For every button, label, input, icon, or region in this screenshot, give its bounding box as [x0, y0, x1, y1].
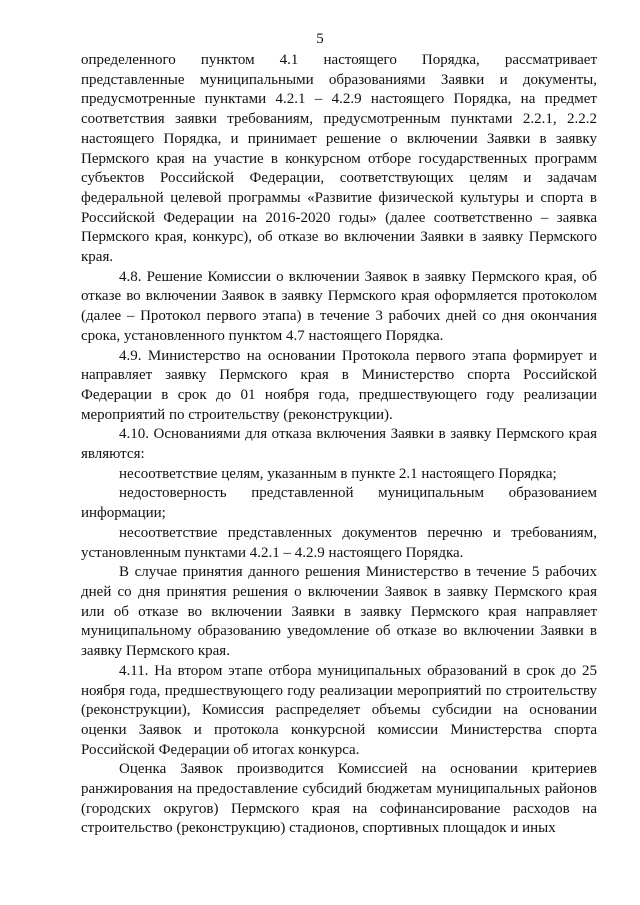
paragraph-reason-2: недостоверность представленной муниципальным образованием информации;	[81, 485, 597, 522]
paragraph-reason-3: несоответствие представленных документов перечню и требованиям, установленным пунктами 4.2.1 – 4.2.9 настоящего Порядка.	[81, 524, 597, 561]
paragraph-continuation: определенного пунктом 4.1 настоящего Порядка, рассматривает представленные муниципальными образованиями Заявки и документы, предусмотренные пунктами 4.2.1 – 4.2.9 настоящего Порядка, на предмет соответствия заявки требованиям, предусмотренным пунктами 2.2.1, 2.2.2 настоящего Порядка, и принимает решение о включении Заявки в заявку Пермского края на участие в конкурсном отборе государственных программ субъектов Российской Федерации, соответствующих целям и задачам федеральной целевой программы «Развитие физической культуры и спорта в Российской Федерации на 2016-2020 годы» (далее соответственно – заявка Пермского края, конкурс), об отказе во включении Заявки в заявку Пермского края.	[81, 52, 597, 266]
paragraph-reason-1: несоответствие целям, указанным в пункте 2.1 настоящего Порядка;	[119, 465, 557, 482]
page-number: 5	[316, 31, 324, 47]
paragraph-evaluation: Оценка Заявок производится Комиссией на основании критериев ранжирования на предоставление субсидий бюджетам муниципальных районов (городских округов) Пермского края на софинансирование расходов на строительство (реконструкцию) стадионов, спортивных площадок и иных	[81, 761, 597, 837]
paragraph-4-8: 4.8. Решение Комиссии о включении Заявок в заявку Пермского края, об отказе во включении Заявок в заявку Пермского края оформляется протоколом (далее – Протокол первого этапа) в течение 3 рабочих дней со дня окончания срока, установленного пунктом 4.7 настоящего Порядка.	[81, 268, 597, 344]
paragraph-4-10: 4.10. Основаниями для отказа включения Заявки в заявку Пермского края являются:	[81, 426, 597, 463]
paragraph-4-11: 4.11. На втором этапе отбора муниципальных образований в срок до 25 ноября года, предшествующего году реализации мероприятий по строительству (реконструкции), Комиссия распределяет объемы субсидии на основании оценки Заявок и протокола конкурсной комиссии Министерства спорта Российской Федерации об итогах конкурса.	[81, 662, 597, 758]
paragraph-4-9: 4.9. Министерство на основании Протокола первого этапа формирует и направляет заявку Пермского края в Министерство спорта Российской Федерации в срок до 01 ноября года, предшествующего году реализации мероприятий по строительству (реконструкции).	[81, 347, 597, 423]
document-body	[81, 51, 597, 839]
paragraph-refusal-notice: В случае принятия данного решения Министерство в течение 5 рабочих дней со дня принятия решения о включении Заявок в заявку Пермского края или об отказе во включении Заявки в заявку Пермского края направляет муниципальному образованию уведомление об отказе во включении Заявки в заявку Пермского края.	[81, 564, 597, 660]
